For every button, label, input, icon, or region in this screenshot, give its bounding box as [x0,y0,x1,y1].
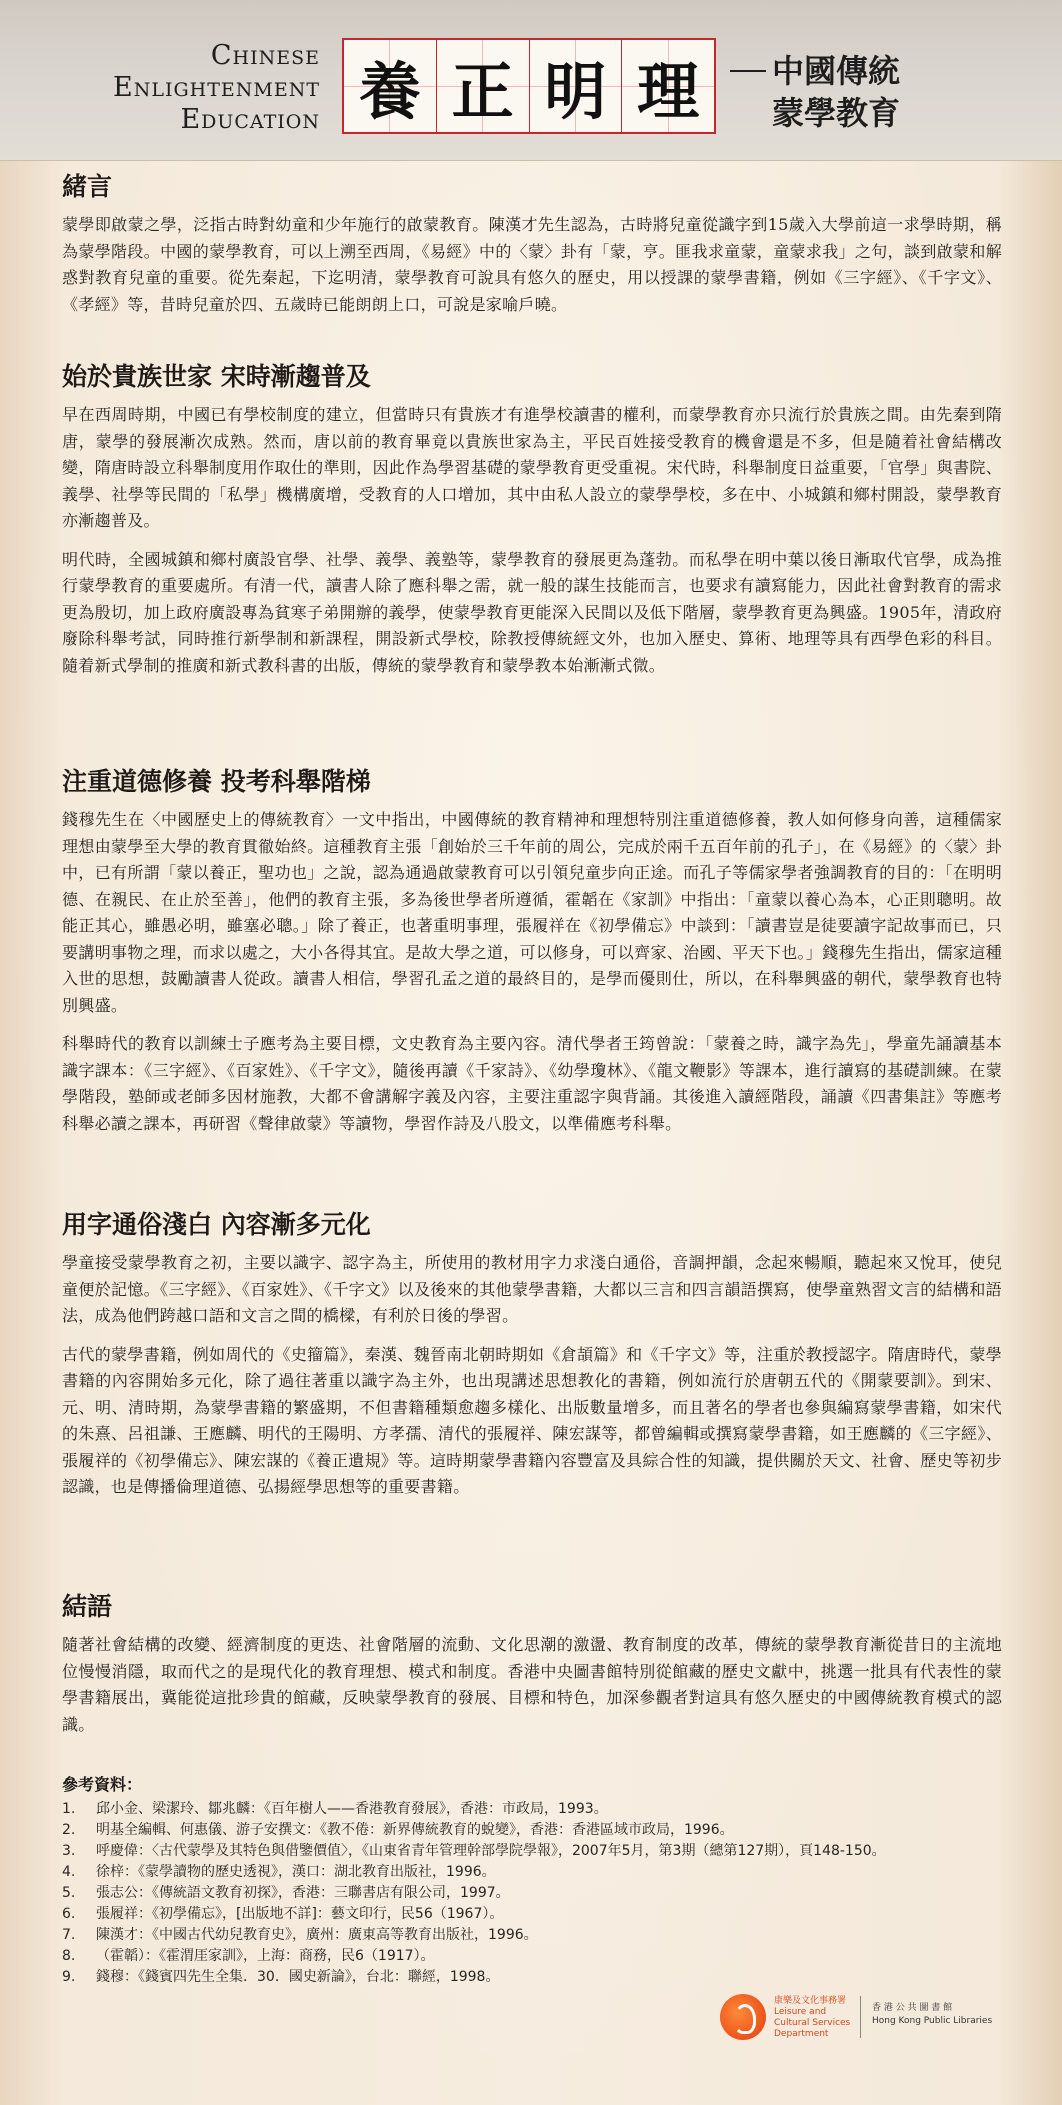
reference-text: 張志公：《傳統語文教育初探》，香港：三聯書店有限公司，1997。 [96,1885,510,1901]
reference-item [62,1946,962,1967]
chinese-subtitle [730,50,900,134]
lcsd-name-zh: 康樂及文化事務署 [774,1996,847,2006]
reference-text: 張履祥：《初學備忘》，[出版地不詳]：藝文印行，民56（1967）。 [96,1906,504,1922]
reference-number: 3. [62,1843,76,1859]
english-title-line: Education [180,104,320,135]
references-title: 參考資料： [62,1775,143,1794]
hkpl-name-en: Hong Kong Public Libraries [872,2016,993,2026]
reference-text: 錢穆：《錢賓四先生全集．30．國史新論》，台北：聯經，1998。 [96,1969,500,1985]
hkpl-name-zh: 香 港 公 共 圖 書 館 [872,2003,953,2013]
section-language [62,1208,1002,1501]
reference-item [62,1862,962,1883]
section-heading: 緒言 [62,170,118,204]
reference-item [62,1904,962,1925]
section-heading: 始於貴族世家 宋時漸趨普及 [62,360,377,394]
chinese-title-box [342,38,716,134]
paragraph: 學童接受蒙學教育之初，主要以識字、認字為主，所使用的教材用字力求淺白通俗，音調押韻，念起來暢順，聽起來又悅耳，使兒童便於記憶。《三字經》、《百家姓》、《千字文》以及後來的其他蒙學書籍，大都以三言和四言韻語撰寫，使學童熟習文言的結構和語法，成為他們跨越口語和文言之間的橋樑，有利於日後的學習。 [62,1253,1002,1325]
reference-number: 7. [62,1927,76,1943]
reference-text: （霍韜）：《霍渭厓家訓》，上海：商務，民6（1917）。 [96,1948,435,1964]
reference-number: 1. [62,1801,76,1817]
paragraph: 錢穆先生在〈中國歷史上的傳統教育〉一文中指出，中國傳統的教育精神和理想特別注重道德修養，教人如何修身向善，這種儒家理想由蒙學至大學的教育貫徹始終。這種教育主張「創始於三千年前的周公，完成於兩千五百年前的孔子」，在《易經》的〈蒙〉卦中，已有所謂「蒙以養正，聖功也」之說，認為通過啟蒙教育可以引領兒童步向正途。而孔子等儒家學者強調教育的目的：「在明明德、在親民、在止於至善」，他們的教育主張，多為後世學者所遵循，霍韜在《家訓》中指出：「童蒙以養心為本，心正則聰明。故能正其心，雖愚必明，雖塞必聰。」除了養正，也著重明事理，張履祥在《初學備忘》中談到：「讀書豈是徒要讀字記故事而已，只要講明事物之理，而求以處之，大小各得其宜。是故大學之道，可以修身，可以齊家、治國、平天下也。」錢穆先生指出，儒家這種入世的思想，鼓勵讀書人從政。讀書人相信，學習孔孟之道的最終目的，是學而優則仕，所以，在科舉興盛的朝代，蒙學教育也特別興盛。 [62,810,1002,1015]
reference-text: 陳漢才：《中國古代幼兒教育史》，廣州：廣東高等教育出版社，1996。 [96,1927,538,1943]
reference-item [62,1925,962,1946]
title-char: 養 [344,40,437,132]
reference-item [62,1799,962,1820]
reference-item [62,1820,962,1841]
reference-text: 明基全編輯、何惠儀、游子安撰文：《教不倦：新界傳統教育的蛻變》，香港：香港區域市政局，1996。 [96,1822,734,1838]
title-char: 理 [622,40,714,132]
reference-number: 4. [62,1864,76,1880]
reference-number: 2. [62,1822,76,1838]
header-banner [0,0,1062,161]
title-char: 正 [437,40,530,132]
reference-text: 呼慶偉：〈古代蒙學及其特色與借鑒價值〉，《山東省青年管理幹部學院學報》，2007年5月，第3期（總第127期），頁148-150。 [96,1843,886,1859]
logo-divider [860,1996,861,2038]
paragraph: 隨著社會結構的改變、經濟制度的更迭、社會階層的流動、文化思潮的激盪、教育制度的改革，傳統的蒙學教育漸從昔日的主流地位慢慢消隱，取而代之的是現代化的教育理想、模式和制度。香港中央圖書館特別從館藏的歷史文獻中，挑選一批具有代表性的蒙學書籍展出，冀能從這批珍貴的館藏，反映蒙學教育的發展、目標和特色，加深參觀者對這具有悠久歷史的中國傳統教育模式的認識。 [62,1635,1002,1734]
reference-text: 徐梓：《蒙學讀物的歷史透視》，漢口：湖北教育出版社，1996。 [96,1864,496,1880]
section-morality [62,765,1002,1137]
english-title-line: Chinese [210,40,320,71]
hkpl-name [872,2002,1002,2028]
lcsd-logo-icon [720,1994,766,2040]
section-heading: 用字通俗淺白 內容漸多元化 [62,1208,377,1242]
reference-number: 5. [62,1885,76,1901]
reference-item [62,1967,962,1988]
title-char: 明 [530,40,623,132]
paragraph: 古代的蒙學書籍，例如周代的《史籀篇》，秦漢、魏晉南北朝時期如《倉頡篇》和《千字文》等，注重於教授認字。隋唐時代，蒙學書籍的內容開始多元化，除了過往著重以識字為主外，也出現講述思想教化的書籍，例如流行於唐朝五代的《開蒙要訓》。到宋、元、明、清時期，為蒙學書籍的繁盛期，不但書籍種類愈趨多樣化、出版數量增多，而且著名的學者也參與編寫蒙學書籍，如宋代的朱熹、呂祖謙、王應麟、明代的王陽明、方孝孺、清代的張履祥、陳宏謀等，都曾編輯或撰寫蒙學書籍，如王應麟的《三字經》、張履祥的《初學備忘》、陳宏謀的《養正遺規》等。這時期蒙學書籍內容豐富及具綜合性的知識，提供關於天文、社會、歷史等初步認識，也是傳播倫理道德、弘揚經學思想等的重要書籍。 [62,1344,1002,1496]
english-title [113,40,320,136]
paragraph: 明代時，全國城鎮和鄉村廣設官學、社學、義學、義塾等，蒙學教育的發展更為蓬勃。而私學在明中葉以後日漸取代官學，成為推行蒙學教育的重要處所。有清一代，讀書人除了應科舉之需，就一般的謀生技能而言，也要求有讀寫能力，因此社會對教育的需求更為殷切，加上政府廣設專為貧寒子弟開辦的義學，使蒙學教育更能深入民間以及低下階層，蒙學教育更為興盛。1905年，清政府廢除科舉考試，同時推行新學制和新課程，開設新式學校，除教授傳統經文外，也加入歷史、算術、地理等具有西學色彩的科目。隨着新式學制的推廣和新式教科書的出版，傳統的蒙學教育和蒙學教本始漸漸式微。 [62,549,1002,675]
reference-text: 邱小金、梁潔玲、鄒兆麟：《百年樹人——香港教育發展》，香港：市政局，1993。 [96,1801,608,1817]
dash-decoration [730,70,766,72]
paragraph: 蒙學即啟蒙之學，泛指古時對幼童和少年施行的啟蒙教育。陳漢才先生認為，古時將兒童從識字到15歲入大學前這一求學時期，稱為蒙學階段。中國的蒙學教育，可以上溯至西周，《易經》中的〈蒙〉卦有「蒙，亨。匪我求童蒙，童蒙求我」之句，談到啟蒙和解惑對教育兒童的重要。從先秦起，下迄明清，蒙學教育可說具有悠久的歷史，用以授課的蒙學書籍，例如《三字經》、《千字文》、《孝經》等，昔時兒童於四、五歲時已能朗朗上口，可說是家喻戶曉。 [62,215,1002,314]
reference-number: 8. [62,1948,76,1964]
section-heading: 結語 [62,1590,118,1624]
subtitle-line-1: 中國傳統 [772,52,901,90]
lcsd-name-en: Leisure and Cultural Services Department [774,2007,851,2039]
reference-number: 6. [62,1906,76,1922]
section-heading: 注重道德修養 投考科舉階梯 [62,765,377,799]
footer-logos [720,1990,1020,2050]
references-list [62,1799,962,1988]
reference-item [62,1883,962,1904]
paragraph: 早在西周時期，中國已有學校制度的建立，但當時只有貴族才有進學校讀書的權利，而蒙學教育亦只流行於貴族之間。由先秦到隋唐，蒙學的發展漸次成熟。然而，唐以前的教育畢竟以貴族世家為主，平民百姓接受教育的機會還是不多，但是隨着社會結構改變，隋唐時設立科舉制度用作取仕的準則，因此作為學習基礎的蒙學教育更受重視。宋代時，科舉制度日益重要，「官學」與書院、義學、社學等民間的「私學」機構廣增，受教育的人口增加，其中由私人設立的蒙學學校，多在中、小城鎮和鄉村開設，蒙學教育亦漸趨普及。 [62,405,1002,530]
lcsd-name [774,1996,854,2040]
section-intro [62,170,1002,318]
paragraph: 科舉時代的教育以訓練士子應考為主要目標，文史教育為主要內容。清代學者王筠曾說：「蒙養之時，識字為先」，學童先誦讀基本識字課本：《三字經》、《百家姓》、《千字文》，隨後再讀《千家詩》、《幼學瓊林》、《龍文鞭影》等課本，進行讀寫的基礎訓練。在蒙學階段，塾師或老師多因材施教，大都不會講解字義及內容，主要注重認字與背誦。其後進入讀經階段，誦讀《四書集註》等應考科舉必讀之課本，再研習《聲律啟蒙》等讀物，學習作詩及八股文，以準備應考科舉。 [62,1034,1002,1133]
reference-item [62,1841,962,1862]
reference-number: 9. [62,1969,76,1985]
references-section [62,1772,962,1988]
english-title-line: Enlightenment [113,72,320,103]
subtitle-line-2: 蒙學教育 [772,94,901,132]
section-origins [62,360,1002,679]
section-conclusion [62,1590,1002,1738]
